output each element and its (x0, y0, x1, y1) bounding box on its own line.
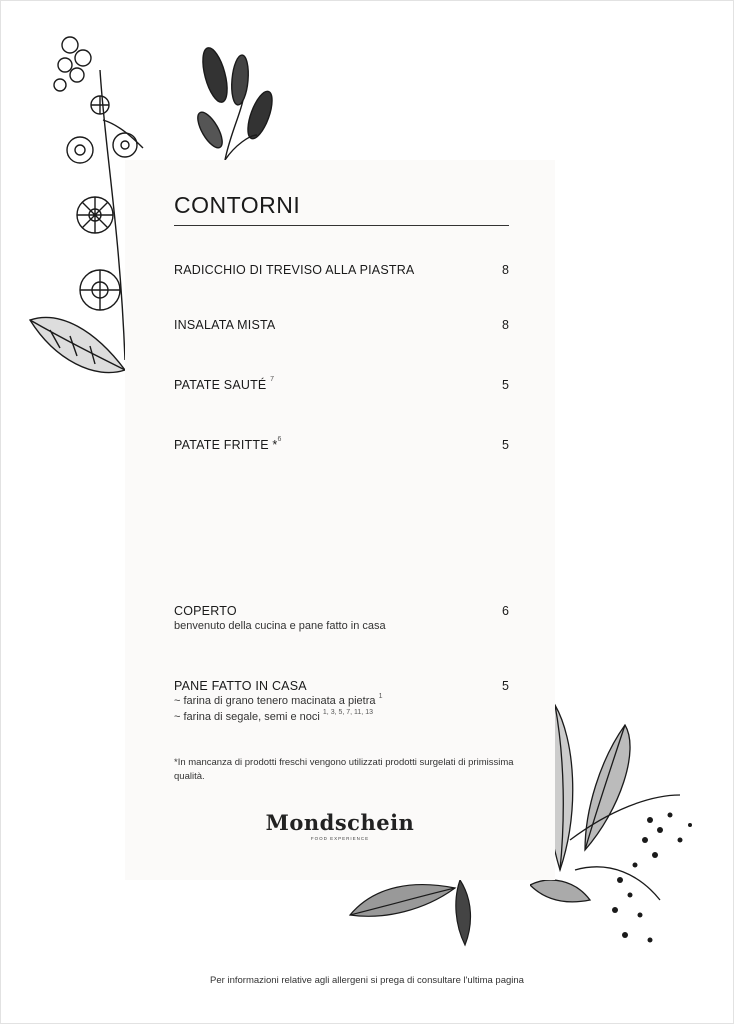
menu-item-price: 8 (502, 263, 509, 277)
menu-card (125, 160, 555, 880)
menu-item-name: INSALATA MISTA (174, 318, 276, 332)
frozen-products-note: *In mancanza di prodotti freschi vengono utilizzati prodotti surgelati di primissima qualità. (174, 757, 514, 782)
leaves-illustration-bottom (345, 870, 495, 950)
section-title: CONTORNI (174, 192, 301, 218)
coperto-name: COPERTO (174, 604, 237, 618)
pane-item (174, 679, 509, 729)
menu-item-name: PATATE SAUTÉ $^7$ (174, 376, 275, 392)
pane-ingredient-line: ~ farina di segale, semi e noci $^{1, 3, 5, 7, 11, 13}$ (174, 709, 373, 723)
menu-item-name: PATATE FRITTE *$^6$ (174, 436, 282, 452)
brand-tagline: FOOD EXPERIENCE (310, 836, 370, 841)
coperto-item (174, 604, 509, 638)
menu-item-price: 5 (502, 378, 509, 392)
title-divider (174, 225, 509, 226)
menu-item-name: RADICCHIO DI TREVISO ALLA PIASTRA (174, 263, 415, 277)
menu-item-price: 8 (502, 318, 509, 332)
allergen-superscript: 7 (270, 376, 275, 383)
menu-item-price: 5 (502, 438, 509, 452)
botanical-illustration-bottom-right (530, 700, 710, 970)
coperto-description: benvenuto della cucina e pane fatto in casa (174, 620, 386, 632)
brand-logo: Mondschein (265, 810, 415, 835)
pane-ingredient-line: ~ farina di grano tenero macinata a pietra $^1$ (174, 693, 383, 707)
coperto-price: 6 (502, 604, 509, 618)
allergen-superscript: 6 (277, 436, 282, 443)
pane-name: PANE FATTO IN CASA (174, 679, 307, 693)
buds-illustration-top (185, 35, 285, 165)
allergen-footer-note: Per informazioni relative agli allergeni si prega di consultare l'ultima pagina (210, 975, 524, 986)
pane-price: 5 (502, 679, 509, 693)
